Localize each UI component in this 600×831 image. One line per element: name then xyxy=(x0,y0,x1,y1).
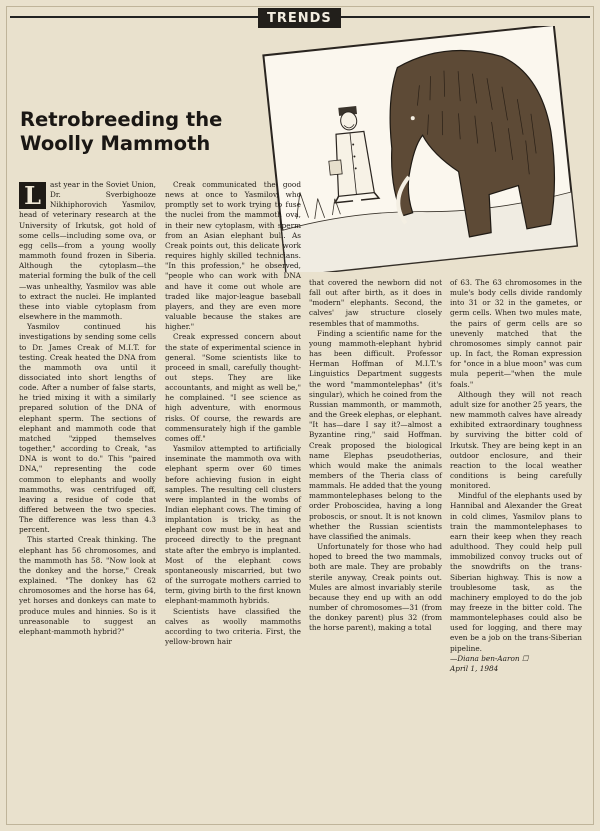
paragraph: ast year in the Soviet Union, Dr. Sverbighooze Nikhiphorovich Yasmilov, head of veterinary research at the University of Irkutsk, got hold of some cells—including some ova, or egg cells—from a young woolly mammoth found frozen in Siberia. Although the cytoplasm—the material forming the bulk of the cell—was unhealthy, Yasmilov was able to extract the nuclei. He implanted these into viable cytoplasm from elsewhere in the mammoth. xyxy=(19,180,156,322)
paragraph: Yasmilov attempted to artificially inseminate the mammoth ova with elephant sperm over 60 times before achieving fusion in eight samples. The resulting cell clusters were implanted in the wombs of Indian elephant cows. The timing of implantation is tricky, as the elephant cow must be in heat and proceed directly to the pregnant state after the embryo is implanted. Most of the elephant cows spontaneously miscarried, but two of the surrogate mothers carried to term, giving birth to the first known elephant-mammoth hybrids. xyxy=(165,444,301,606)
paragraph: Creak communicated the good news at once to Yasmilov, who promptly set to work trying to fuse the nuclei from the mammoth ova, in their new cytoplasm, with sperm from an Asian elephant bull. As Creak points out, this delicate work requires highly skilled technicians. "In this profession," he observed, "people who can work with DNA and have it come out whole are traded like major-league baseball players, and they are even more valuable because the stakes are higher." xyxy=(165,180,301,332)
paragraph: of 63. The 63 chromosomes in the mule's body cells divide randomly into 31 or 32 in the gametes, or germ cells. When two mules mate, the pairs of germ cells are so unevenly matched that the chromosomes simply cannot pair up. In fact, the Roman expression for "once in a blue moon" was cum mula peperit—"when the mule foals." xyxy=(450,278,582,389)
mammoth-illustration xyxy=(256,26,579,272)
section-label: TRENDS xyxy=(258,8,341,28)
headline: Retrobreeding the Woolly Mammoth xyxy=(20,108,223,155)
paragraph: Unfortunately for those who had hoped to breed the two mammals, both are male. They are probably sterile anyway, Creak points out. Mules are almost invariably sterile because they end up with an odd number of chromosomes—31 (from the donkey parent) plus 32 (from the horse parent), making a total xyxy=(309,542,442,633)
article-column-2 xyxy=(165,180,301,647)
article-column-3 xyxy=(309,278,442,633)
byline: —Diana ben-Aaron ☐ xyxy=(450,653,529,663)
dateline: April 1, 1984 xyxy=(450,663,499,673)
paragraph: Mindful of the elephants used by Hannibal and Alexander the Great in cold climes, Yasmilov plans to train the mammontelephases to earn their keep when they reach adulthood. They could help pull immobilized convoy trucks out of the snowdrifts on the trans-Siberian highway. This is now a troublesome task, as the machinery employed to do the job may freeze in the bitter cold. The mammontelephases could also be used for logging, and there may even be a job on the trans-Siberian pipeline. xyxy=(450,491,582,653)
paragraph: Finding a scientific name for the young mammoth-elephant hybrid has been difficult. Professor Herman Hoffman of M.I.T.'s Linguistics Department suggests the word "mammontelephas" (it's singular), which he coined from the Russian mammonth, or mammoth, and the Greek elephas, or elephant. "It has—dare I say it?—almost a Byzantine ring," said Hoffman. Creak proposed the biological name Elephas pseudotherias, which would make the animals members of the Theria class of mammals. He added that the young mammontelephases belong to the order Proboscidea, having a long proboscis, or snout. It is not known whether the Russian scientists have classified the animals. xyxy=(309,328,442,541)
article-column-1 xyxy=(19,180,156,637)
paragraph: Yasmilov continued his investigations by sending some cells to Dr. James Creak of M.I.T. for testing. Creak heated the DNA from the mammoth ova until it dissociated into short lengths of code. After a number of false starts, he tried mixing it with a similarly prepared solution of the DNA of elephant sperm. The sections of elephant and mammoth code that matched "zipped themselves together," according to Creak, "as DNA is wont to do." This "paired DNA," representing the code common to elephants and woolly mammoths, was centrifuged off, leaving a residue of code that differed between the two species. The difference was less than 4.3 percent. xyxy=(19,322,156,535)
paragraph: This started Creak thinking. The elephant has 56 chromosomes, and the mammoth has 58. "Now look at the donkey and the horse," Creak explained. "The donkey has 62 chromosomes and the horse has 64, yet horses and donkeys can mate to produce mules and hinnies. So is it unreasonable to suggest an elephant-mammoth hybrid?" xyxy=(19,535,156,636)
article-column-4 xyxy=(450,278,582,674)
paragraph: Creak expressed concern about the state of experimental science in general. "Some scientists like to proceed in small, carefully thought-out steps. They are like accountants, and might as well be," he complained. "I see science as high adventure, with enormous risks. Of course, the rewards are commensurately high if the gamble comes off." xyxy=(165,332,301,443)
paragraph: Scientists have classified the calves as woolly mammoths according to two criteria. First, the yellow-brown hair xyxy=(165,606,301,647)
paragraph: that covered the newborn did not fall out after birth, as it does in "modern" elephants. Second, the calves' jaw structure closely resembles that of mammoths. xyxy=(309,278,442,328)
drop-cap: L xyxy=(19,182,46,209)
paragraph: Although they will not reach adult size for another 25 years, the new mammoth calves have already exhibited extraordinary toughness by surviving the bitter cold of Irkutsk. They are being kept in an outdoor enclosure, and their reaction to the local weather conditions is being carefully monitored. xyxy=(450,389,582,491)
